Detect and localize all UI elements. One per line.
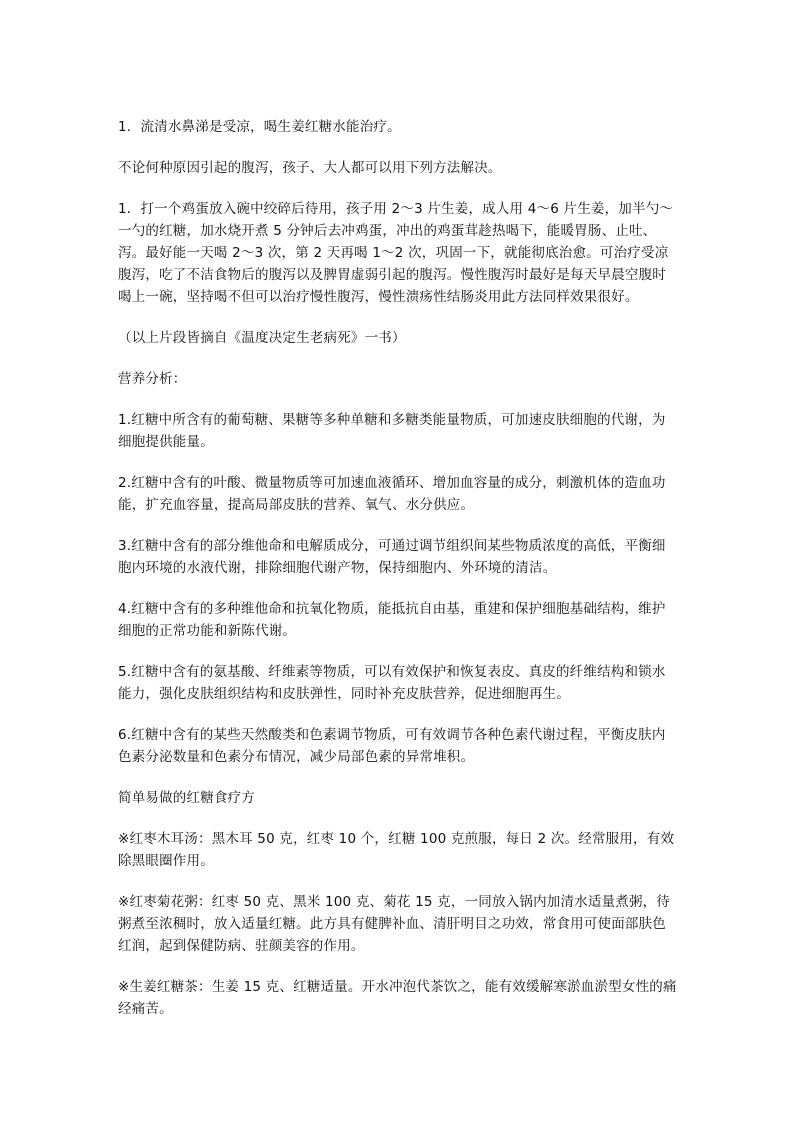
paragraph-source-note: （以上片段皆摘自《温度决定生老病死》一书） bbox=[118, 330, 406, 346]
recipe-jujube-fungus-soup: ※红枣木耳汤：黑木耳 50 克，红枣 10 个，红糖 100 克煎服，每日 2 次。经常服用，有效除黑眼圈作用。 bbox=[118, 831, 675, 869]
recipe-ginger-brown-sugar-tea: ※生姜红糖茶：生姜 15 克、红糖适量。开水冲泡代茶饮之，能有效缓解寒淤血淤型女性的痛经痛苦。 bbox=[118, 979, 677, 1017]
nutrition-item-5: 5.红糖中含有的氨基酸、纤维素等物质，可以有效保护和恢复表皮、真皮的纤维结构和锁水能力，强化皮肤组织结构和皮肤弹性，同时补充皮肤营养，促进细胞再生。 bbox=[118, 664, 666, 702]
nutrition-item-4: 4.红糖中含有的多种维他命和抗氧化物质，能抵抗自由基，重建和保护细胞基础结构，维护细胞的正常功能和新陈代谢。 bbox=[118, 601, 666, 639]
document-body bbox=[118, 116, 678, 1039]
section-heading-recipes: 简单易做的红糖食疗方 bbox=[118, 790, 255, 806]
section-heading-nutrition: 营养分析： bbox=[118, 371, 187, 387]
paragraph-cold-nose: 1．流清水鼻涕是受凉，喝生姜红糖水能治疗。 bbox=[118, 119, 401, 135]
recipe-jujube-chrysanthemum-porridge: ※红枣菊花粥：红枣 50 克、黑米 100 克、菊花 15 克，一同放入锅内加清水适量煮粥，待粥煮至浓稠时，放入适量红糖。此方具有健脾补血、清肝明目之功效，常食用可使面部肤色红润，起到保健防病、驻颜美容的作用。 bbox=[118, 894, 671, 954]
nutrition-item-2: 2.红糖中含有的叶酸、微量物质等可加速血液循环、增加血容量的成分，刺激机体的造血功能，扩充血容量，提高局部皮肤的营养、氧气、水分供应。 bbox=[118, 475, 666, 513]
paragraph-egg-ginger-remedy: 1．打一个鸡蛋放入碗中绞碎后待用，孩子用 2～3 片生姜，成人用 4～6 片生姜，加半勺～一勺的红糖，加水烧开煮 5 分钟后去冲鸡蛋，冲出的鸡蛋茸趁热喝下，能暖胃肠、止吐、泻。最好能一天喝 2～3 次，第 2 天再喝 1～2 次，巩固一下，就能彻底治愈。可治疗受凉腹泻，吃了不洁食物后的腹泻以及脾胃虚弱引起的腹泻。慢性腹泻时最好是每天早晨空腹时喝上一碗，坚持喝不但可以治疗慢性腹泻，慢性溃疡性结肠炎用此方法同样效果很好。 bbox=[118, 201, 674, 305]
nutrition-item-6: 6.红糖中含有的某些天然酸类和色素调节物质，可有效调节各种色素代谢过程，平衡皮肤内色素分泌数量和色素分布情况，减少局部色素的异常堆积。 bbox=[118, 727, 666, 765]
paragraph-diarrhea-intro: 不论何种原因引起的腹泻，孩子、大人都可以用下列方法解决。 bbox=[118, 160, 502, 176]
nutrition-item-3: 3.红糖中含有的部分维他命和电解质成分，可通过调节组织间某些物质浓度的高低，平衡细胞内环境的水液代谢，排除细胞代谢产物，保持细胞内、外环境的清洁。 bbox=[118, 538, 666, 576]
nutrition-item-1: 1.红糖中所含有的葡萄糖、果糖等多种单糖和多糖类能量物质，可加速皮肤细胞的代谢，为细胞提供能量。 bbox=[118, 412, 666, 450]
